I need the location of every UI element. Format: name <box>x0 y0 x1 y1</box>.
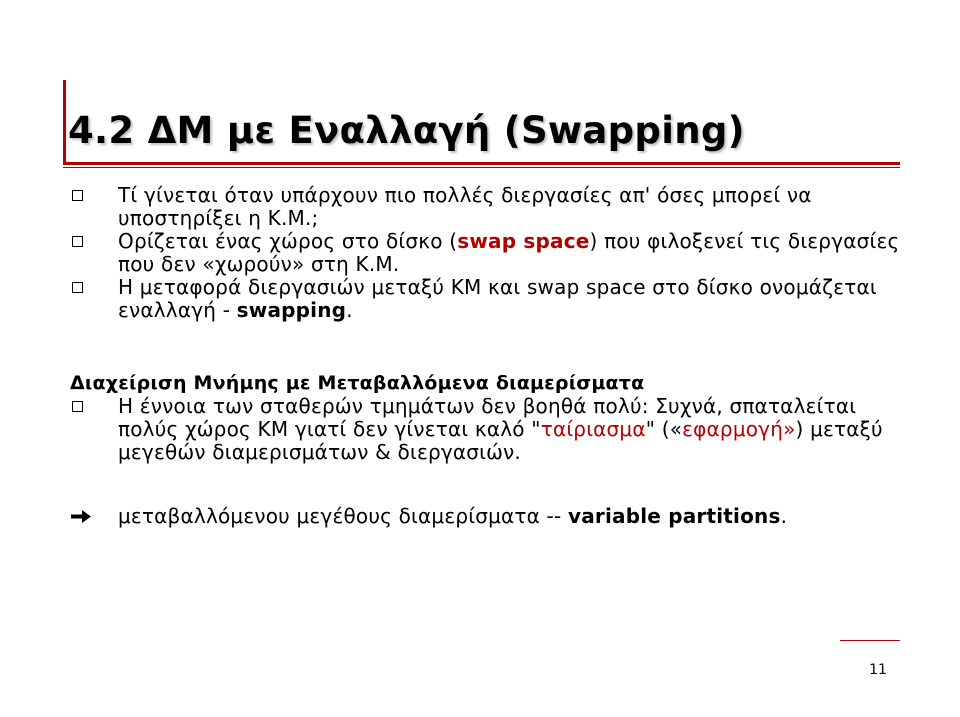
arrow-right-icon <box>70 508 92 525</box>
title-underline <box>63 162 900 165</box>
bullet-1-text: Τί γίνεται όταν υπάρχουν πιο πολλές διεργασίες απ' όσες μπορεί να υποστηρίξει η Κ.Μ.; <box>118 183 812 230</box>
bullet-item-3 <box>70 276 900 322</box>
section-tairiasma: ταίριασμα <box>540 417 646 441</box>
arrow-variable-partitions: variable partitions <box>567 504 781 528</box>
arrow-text-b: . <box>780 504 788 528</box>
slide-title: 4.2 ΔΜ με Εναλλαγή (Swapping) <box>68 109 745 152</box>
section-text-c: ) μεταξύ μεγεθών διαμερισμάτων & διεργασιών. <box>118 417 883 464</box>
page-number: 11 <box>869 662 887 678</box>
arrow-item <box>70 505 900 528</box>
title-underline-thin <box>63 167 900 168</box>
bullet-2-text-b: ) που φιλοξενεί τις διεργασίες που δεν «χωρούν» στη Κ.Μ. <box>118 229 900 276</box>
bullet-2-swap-space: swap space <box>457 229 590 253</box>
bullet-3-text-b: . <box>346 298 353 322</box>
title-left-rule <box>63 80 66 165</box>
section-bullet-list <box>70 395 900 464</box>
section-bullet-item <box>70 395 900 464</box>
bullet-list <box>70 184 900 322</box>
bullet-3-text-a: Η μεταφορά διεργασιών μεταξύ ΚΜ και swap space στο δίσκο ονομάζεται εναλλαγή - <box>118 275 877 322</box>
square-bullet-icon <box>72 282 83 293</box>
section-efarmogi: εφαρμογή» <box>682 417 796 441</box>
section-block <box>70 372 900 464</box>
arrow-text-a: μεταβαλλόμενου μεγέθους διαμερίσματα -- <box>118 504 568 528</box>
section-text-b: " (« <box>645 417 683 441</box>
bullet-item-1 <box>70 184 900 230</box>
bullet-2-text-a: Ορίζεται ένας χώρος στο δίσκο ( <box>118 229 458 253</box>
section-heading: Διαχείριση Μνήμης με Μεταβαλλόμενα διαμερίσματα <box>70 372 645 394</box>
bullet-item-2 <box>70 230 900 276</box>
square-bullet-icon <box>72 236 83 247</box>
square-bullet-icon <box>72 401 83 412</box>
bullet-block <box>70 184 900 322</box>
square-bullet-icon <box>72 190 83 201</box>
section-text-a: Η έννοια των σταθερών τμημάτων δεν βοηθά πολύ: Συχνά, σπαταλείται πολύς χώρος ΚΜ γιατί δεν γίνεται καλό " <box>118 394 857 441</box>
bullet-3-swapping: swapping <box>236 298 347 322</box>
arrow-block <box>70 505 900 528</box>
